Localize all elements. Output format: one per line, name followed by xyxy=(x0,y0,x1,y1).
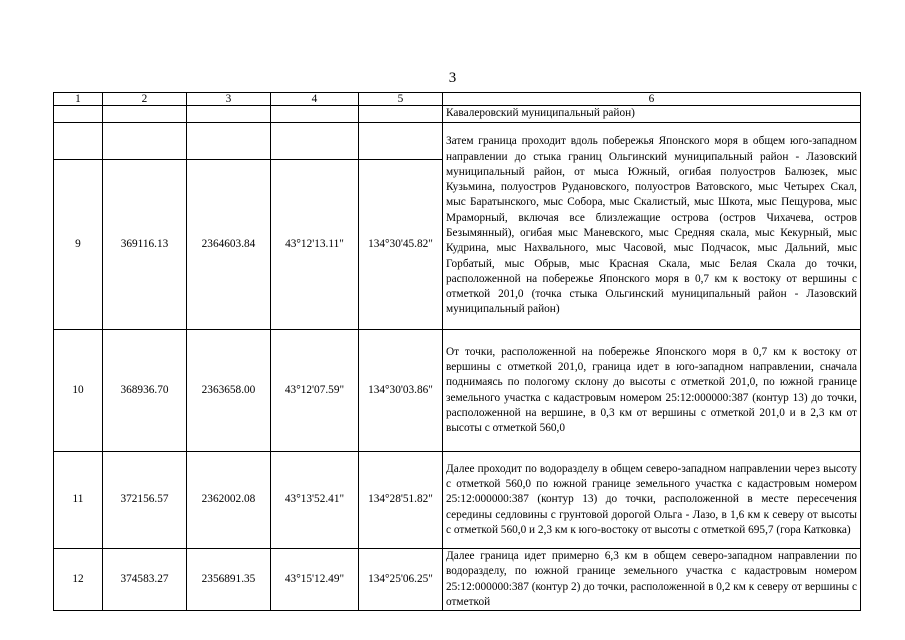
longitude: 134°30'45.82" xyxy=(359,160,443,330)
latitude: 43°12'07.59" xyxy=(271,330,359,452)
longitude: 134°25'06.25" xyxy=(359,549,443,611)
boundary-coordinates-table xyxy=(53,92,861,611)
point-number: 12 xyxy=(54,549,103,611)
column-header: 5 xyxy=(359,93,443,106)
table-row xyxy=(54,123,861,160)
description-cell: Затем граница проходит вдоль побережья Японского моря в общем юго-западном направлении до стыка границ Ольгинский муниципальный район - Лазовский муниципальный район, от мыса Южный, огибая полуостров Балюзек, мыс Кузьмина, полуостров Рудановского, полуостров Ватовского, мыс Четырех Скал, мыс Баратынского, мыс Собора, мыс Скалистый, мыс Шкота, мыс Пещурова, мыс Мраморный, включая все близлежащие острова (остров Чихачева, остров Безымянный), огибая мыс Маневского, мыс Средняя скала, мыс Кекурный, мыс Кудрина, мыс Нахвального, мыс Часовой, мыс Подчасок, мыс Дальний, мыс Горбатый, мыс Обрыв, мыс Красная Скала, мыс Белая Скала до точки, расположенной на побережье Японского моря в 0,7 км к востоку от вершины с отметкой 201,0 (точка стыка Ольгинский муниципальный район - Лазовский муниципальный район) xyxy=(443,123,861,330)
longitude: 134°28'51.82" xyxy=(359,452,443,549)
longitude: 134°30'03.86" xyxy=(359,330,443,452)
description-cell: От точки, расположенной на побережье Японского моря в 0,7 км к востоку от вершины с отметкой 201,0, граница идет в юго-западном направлении, сначала поднимаясь по пологому склону до высоты с отметкой 201,0, по южной границе земельного участка с кадастровым номером 25:12:000000:387 (контур 13) до точки, расположенной на вершине, в 0,3 км от вершины с отметкой 201,0 и в 2,3 км от высоты с отметкой 560,0 xyxy=(443,330,861,452)
description-cell: Далее проходит по водоразделу в общем северо-западном направлении через высоту с отметкой 560,0 по южной границе земельного участка с кадастровым номером 25:12:000000:387 (контур 13) до точки, расположенной в месте пересечения середины седловины с грунтовой дорогой Ольга - Лазо, в 1,6 км к северу от высоты с отметкой 560,0 и 2,3 км к юго-востоку от высоты с отметкой 695,7 (гора Катковка) xyxy=(443,452,861,549)
coord-x: 374583.27 xyxy=(103,549,187,611)
latitude: 43°15'12.49" xyxy=(271,549,359,611)
column-header: 1 xyxy=(54,93,103,106)
point-number: 10 xyxy=(54,330,103,452)
description-cell: Далее граница идет примерно 6,3 км в общем северо-западном направлении по водоразделу, по южной границе земельного участка с кадастровым номером 25:12:000000:387 (контур 2) до точки, расположенной в 0,2 км к северу от вершины с отметкой xyxy=(443,549,861,611)
table-row xyxy=(54,330,861,452)
continuation-text: Кавалеровский муниципальный район) xyxy=(443,106,861,123)
table-header-row xyxy=(54,93,861,106)
page-number: 3 xyxy=(448,70,457,86)
point-number: 9 xyxy=(54,160,103,330)
coord-x: 368936.70 xyxy=(103,330,187,452)
coord-x: 369116.13 xyxy=(103,160,187,330)
latitude: 43°12'13.11" xyxy=(271,160,359,330)
table-row xyxy=(54,452,861,549)
table-row xyxy=(54,549,861,611)
continuation-row xyxy=(54,106,861,123)
column-header: 3 xyxy=(187,93,271,106)
coord-y: 2363658.00 xyxy=(187,330,271,452)
coord-y: 2362002.08 xyxy=(187,452,271,549)
column-header: 2 xyxy=(103,93,187,106)
coord-y: 2356891.35 xyxy=(187,549,271,611)
column-header: 4 xyxy=(271,93,359,106)
latitude: 43°13'52.41" xyxy=(271,452,359,549)
coord-x: 372156.57 xyxy=(103,452,187,549)
coord-y: 2364603.84 xyxy=(187,160,271,330)
column-header: 6 xyxy=(443,93,861,106)
point-number: 11 xyxy=(54,452,103,549)
